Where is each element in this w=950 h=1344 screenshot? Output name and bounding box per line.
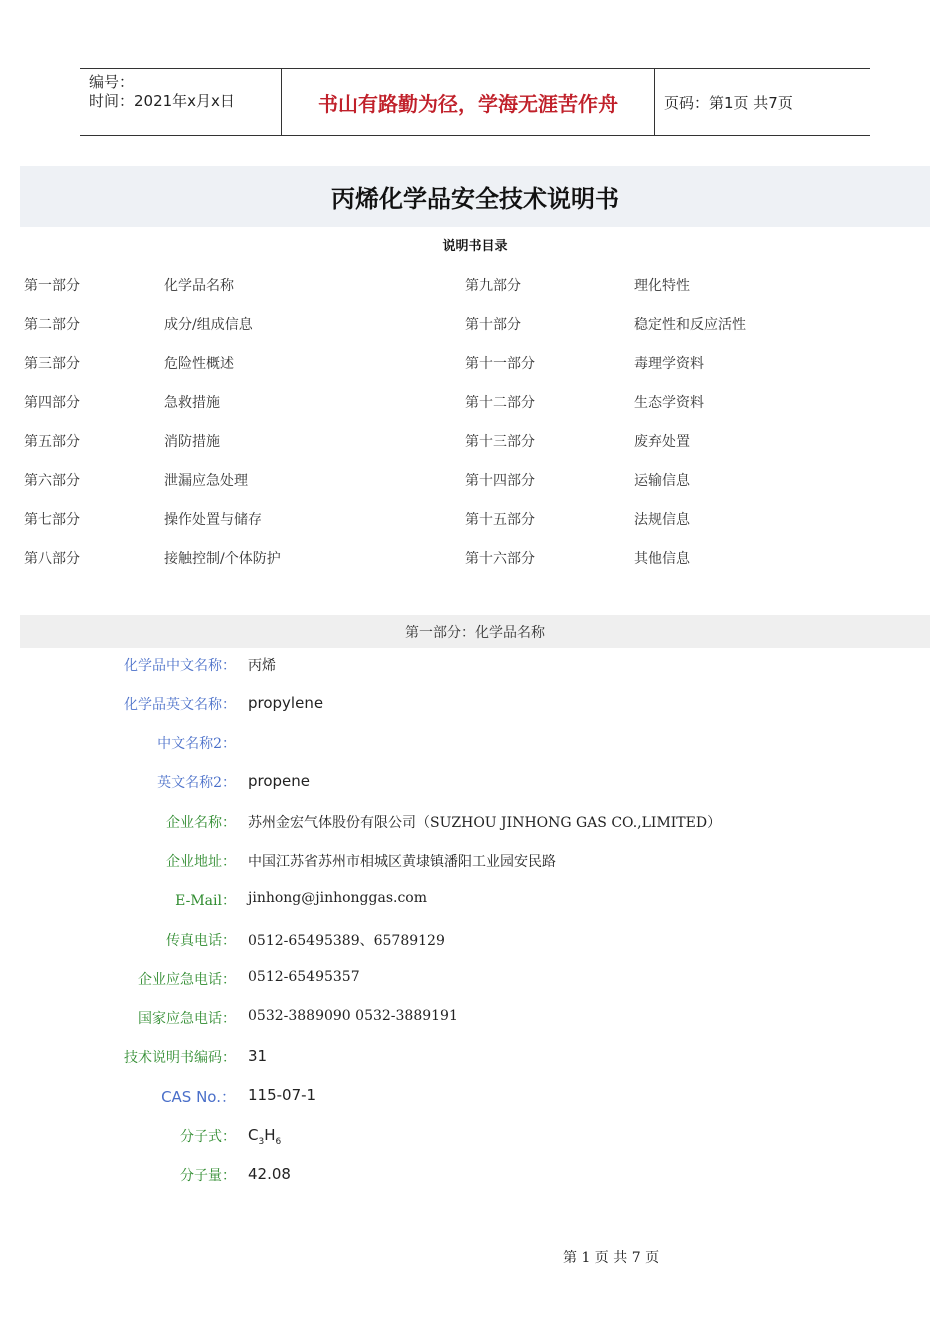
- toc-title: 泄漏应急处理: [164, 473, 248, 489]
- toc-title: 生态学资料: [634, 395, 704, 411]
- field-label: 企业应急电话：: [138, 972, 236, 988]
- field-value: 42.08: [248, 1165, 291, 1183]
- field-row-company-name: [0, 812, 950, 834]
- toc-title: 法规信息: [634, 512, 690, 528]
- field-label: E-Mail：: [175, 893, 236, 909]
- toc-part: 第六部分: [24, 473, 80, 489]
- time-label: 时间：2021年x月x日: [89, 92, 235, 110]
- header-motto: 书山有路勤为径，学海无涯苦作舟: [281, 69, 655, 135]
- field-row-email: [0, 890, 950, 912]
- toc-title: 操作处置与储存: [164, 512, 262, 528]
- field-value: 31: [248, 1047, 268, 1065]
- toc-title: 化学品名称: [164, 278, 234, 294]
- toc-row: [0, 392, 950, 412]
- toc-part: 第三部分: [24, 356, 80, 372]
- field-row-english-name: [0, 694, 950, 716]
- field-value: 0512-65495389、65789129: [248, 933, 445, 949]
- toc-title: 废弃处置: [634, 434, 690, 450]
- field-value: 115-07-1: [248, 1086, 317, 1104]
- field-row-cas-no: [0, 1086, 950, 1108]
- field-label: CAS No.：: [161, 1088, 236, 1106]
- toc-title: 稳定性和反应活性: [634, 317, 746, 333]
- toc-part: 第八部分: [24, 551, 80, 567]
- toc-row: [0, 431, 950, 451]
- field-label: 英文名称2：: [157, 775, 236, 791]
- toc-part: 第五部分: [24, 434, 80, 450]
- field-row-national-emergency-phone: [0, 1008, 950, 1030]
- toc-row: [0, 353, 950, 373]
- toc-part: 第一部分: [24, 278, 80, 294]
- field-label: 传真电话：: [166, 933, 236, 949]
- toc-title: 危险性概述: [164, 356, 234, 372]
- field-label: 分子式：: [180, 1129, 236, 1145]
- field-label: 分子量：: [180, 1168, 236, 1184]
- field-row-company-emergency-phone: [0, 969, 950, 991]
- section-heading: 第一部分：化学品名称: [20, 615, 930, 648]
- molecular-formula: $C_3H_6$: [248, 1126, 282, 1147]
- toc-part: 第四部分: [24, 395, 80, 411]
- toc-title: 其他信息: [634, 551, 690, 567]
- field-row-company-address: [0, 851, 950, 873]
- field-label: 中文名称2：: [157, 736, 236, 752]
- field-value: propene: [248, 772, 311, 790]
- field-value: 丙烯: [248, 658, 276, 674]
- field-row-tech-code: [0, 1047, 950, 1069]
- number-label: 编号：: [89, 73, 135, 91]
- field-row-english-name-2: [0, 772, 950, 794]
- toc-part: 第十四部分: [465, 473, 535, 489]
- field-label: 化学品英文名称：: [124, 697, 236, 713]
- field-row-fax: [0, 930, 950, 952]
- field-value: 0532-3889090 0532-3889191: [248, 1008, 458, 1024]
- toc-row: [0, 509, 950, 529]
- header-page-info: 页码：第1页 共7页: [664, 93, 793, 112]
- field-label: 化学品中文名称：: [124, 658, 236, 674]
- field-value: 0512-65495357: [248, 969, 360, 985]
- field-label: 企业名称：: [166, 815, 236, 831]
- toc-heading: 说明书目录: [442, 239, 508, 254]
- document-title: 丙烯化学品安全技术说明书: [20, 166, 930, 227]
- field-value: propylene: [248, 694, 324, 712]
- toc-part: 第十五部分: [465, 512, 535, 528]
- field-row-chinese-name: [0, 655, 950, 677]
- toc-part: 第十一部分: [465, 356, 535, 372]
- toc-title: 急救措施: [164, 395, 220, 411]
- field-row-molecular-weight: [0, 1165, 950, 1187]
- toc-row: [0, 470, 950, 490]
- field-row-chinese-name-2: [0, 733, 950, 755]
- toc-title: 成分/组成信息: [164, 317, 253, 333]
- toc-part: 第十六部分: [465, 551, 535, 567]
- toc-title: 理化特性: [634, 278, 690, 294]
- header-meta: [80, 69, 281, 135]
- document-header: [80, 68, 870, 136]
- toc-title: 运输信息: [634, 473, 690, 489]
- toc-title: 毒理学资料: [634, 356, 704, 372]
- toc-row: [0, 548, 950, 568]
- toc-title: 接触控制/个体防护: [164, 551, 281, 567]
- toc-part: 第二部分: [24, 317, 80, 333]
- page-footer: 第 1 页 共 7 页: [563, 1250, 660, 1266]
- field-label: 技术说明书编码：: [124, 1050, 236, 1066]
- email-link[interactable]: jinhong@jinhonggas.com: [248, 890, 428, 906]
- toc-part: 第九部分: [465, 278, 521, 294]
- toc-row: [0, 275, 950, 295]
- field-label: 企业地址：: [166, 854, 236, 870]
- toc-part: 第七部分: [24, 512, 80, 528]
- toc-part: 第十三部分: [465, 434, 535, 450]
- field-value: 中国江苏省苏州市相城区黄埭镇潘阳工业园安民路: [248, 854, 556, 870]
- toc-part: 第十部分: [465, 317, 521, 333]
- toc-row: [0, 314, 950, 334]
- toc-title: 消防措施: [164, 434, 220, 450]
- field-value: 苏州金宏气体股份有限公司（SUZHOU JINHONG GAS CO.,LIMITED）: [248, 815, 722, 831]
- toc-part: 第十二部分: [465, 395, 535, 411]
- field-label: 国家应急电话：: [138, 1011, 236, 1027]
- field-row-molecular-formula: [0, 1126, 950, 1148]
